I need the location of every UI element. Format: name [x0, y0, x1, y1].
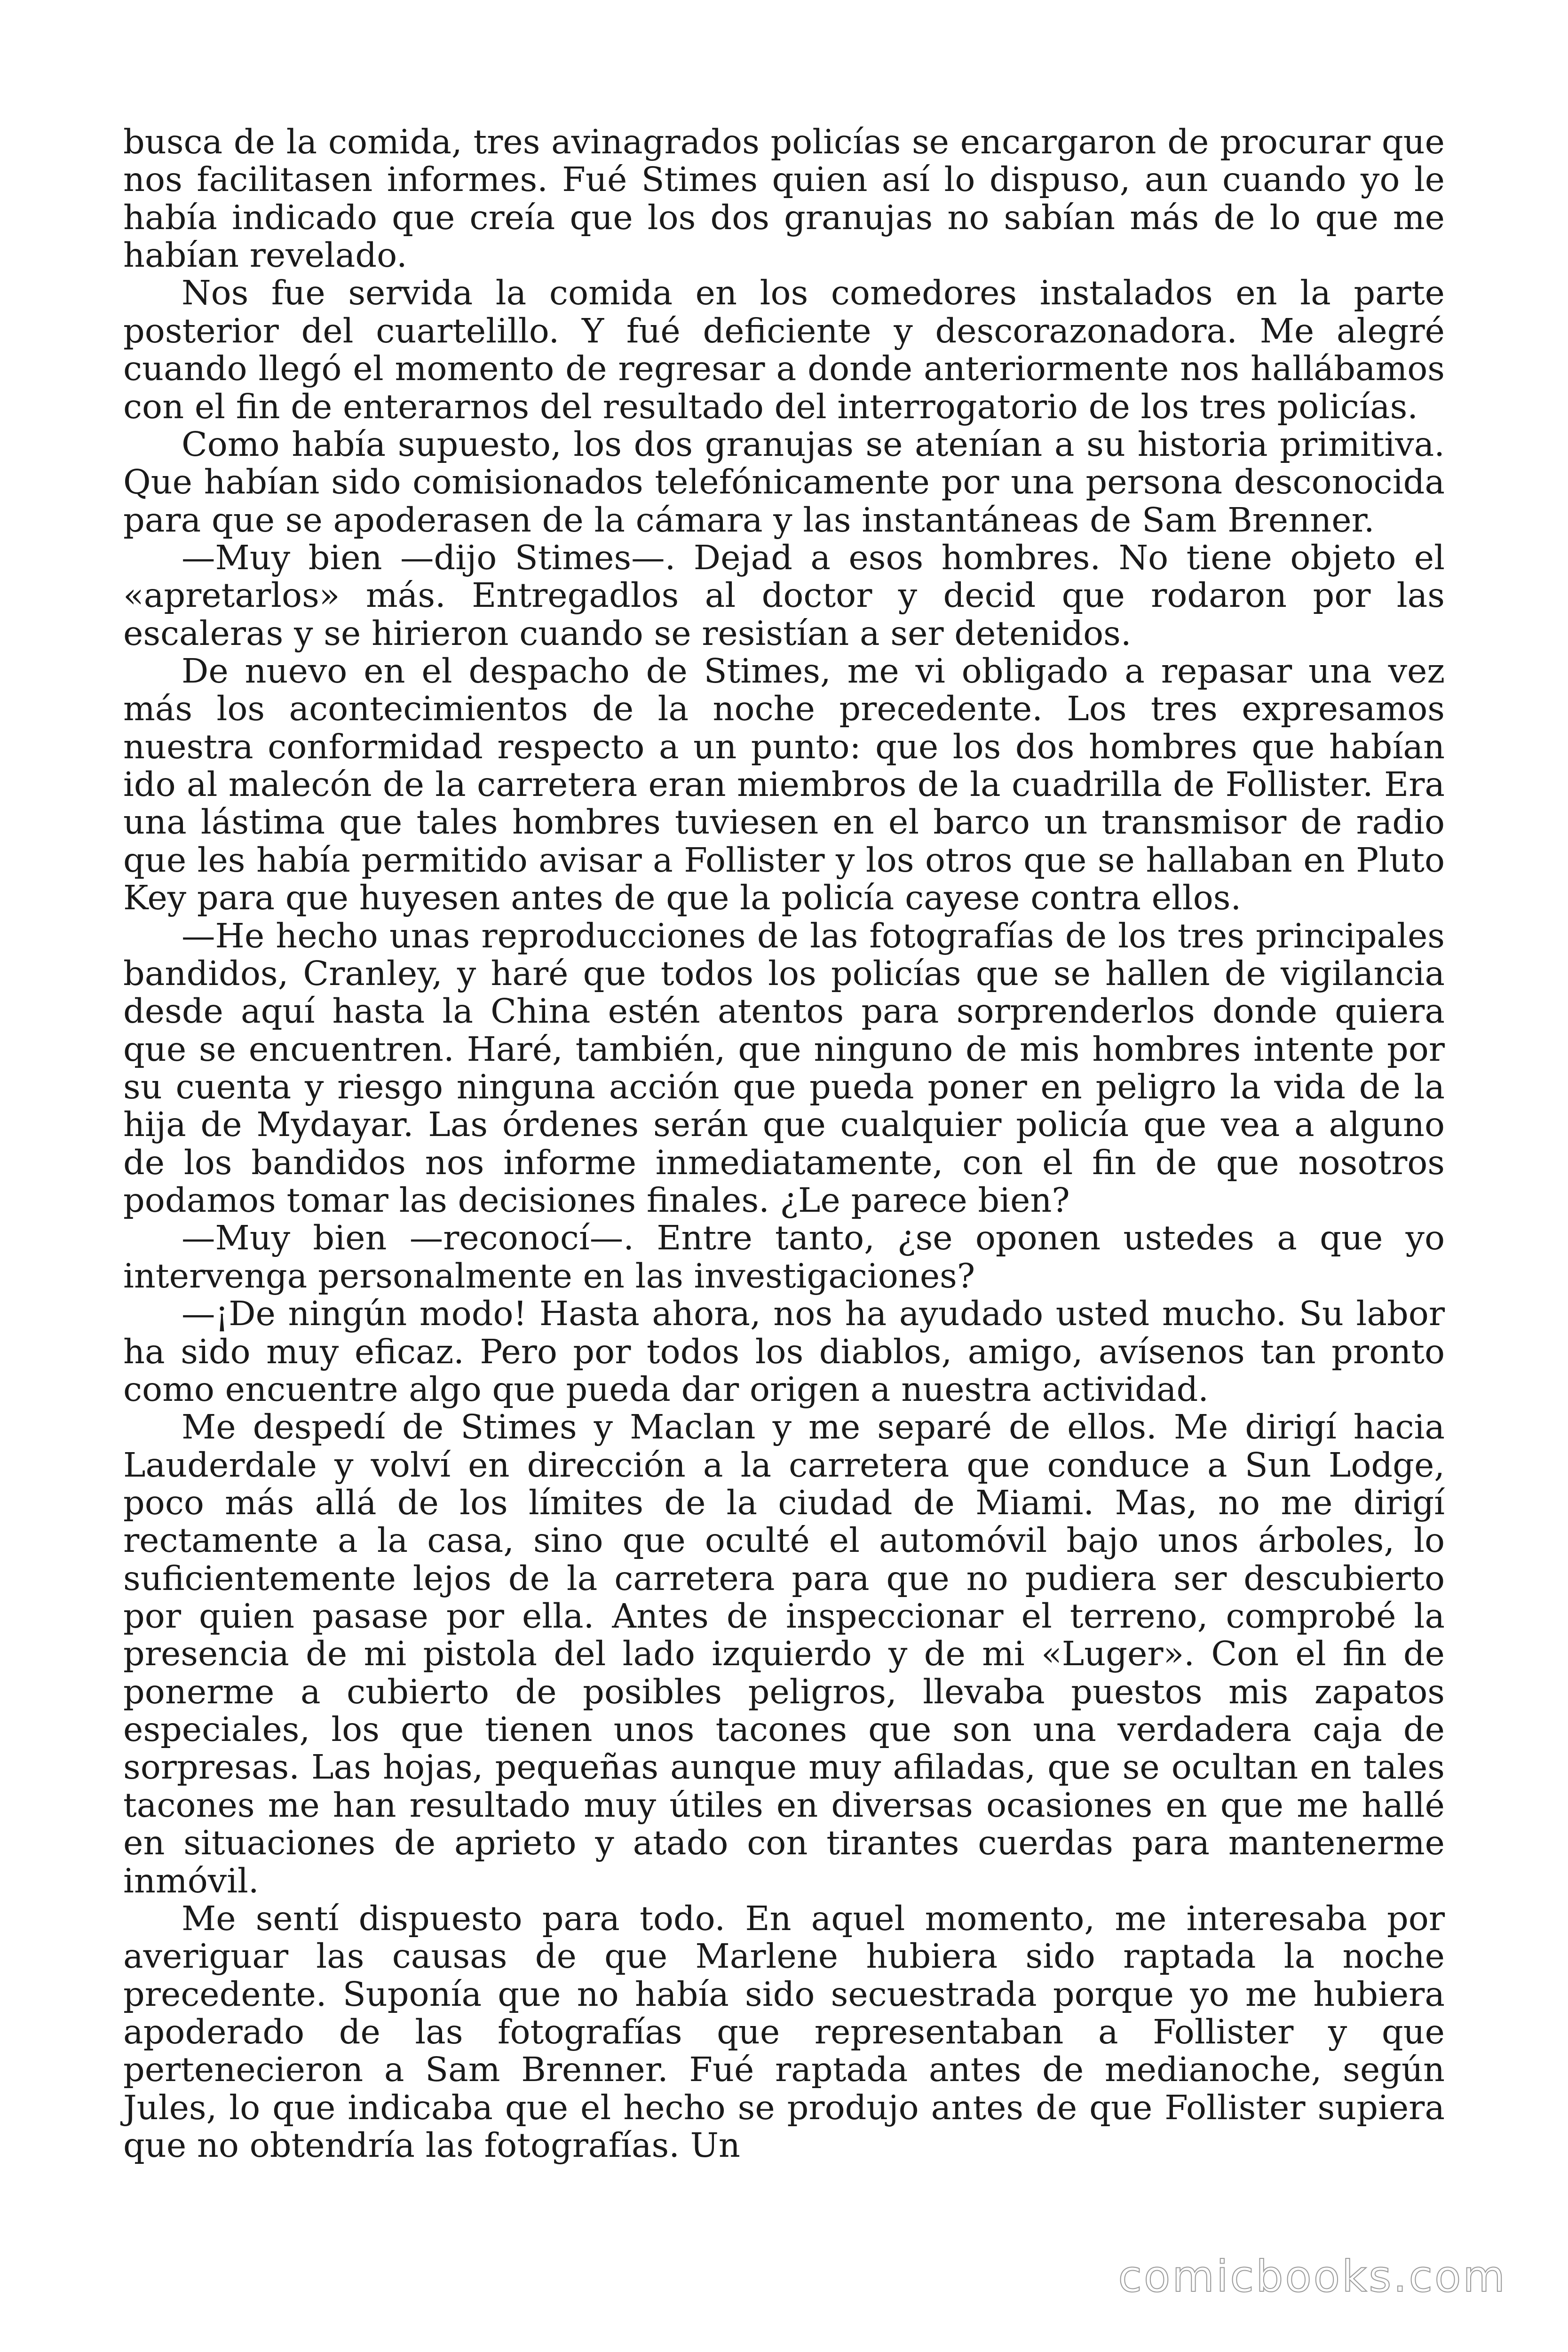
paragraph: Como había supuesto, los dos granujas se atenían a su historia primitiva. Que habían sido comisionados telefónicamente por una persona desconocida para que se apoderasen de la cámara y las instantáneas de Sam Brenner.	[123, 424, 1445, 540]
paragraph: busca de la comida, tres avinagrados policías se encargaron de procurar que nos facilitasen informes. Fué Stimes quien así lo dispuso, aun cuando yo le había indicado que creía que los dos granujas no sabían más de lo que me habían revelado.	[123, 122, 1445, 275]
paragraph: Me sentí dispuesto para todo. En aquel momento, me interesaba por averiguar las causas de que Marlene hubiera sido raptada la noche precedente. Suponía que no había sido secuestrada porque yo me hubiera apoderado de las fotografías que representaban a Follister y que pertenecieron a Sam Brenner. Fué raptada antes de medianoche, según Jules, lo que indicaba que el hecho se produjo antes de que Follister supiera que no obtendría las fotografías. Un	[123, 1899, 1445, 2165]
body-text	[123, 123, 1445, 2164]
paragraph: Nos fue servida la comida en los comedores instalados en la parte posterior del cuartelillo. Y fué deficiente y descorazonadora. Me alegré cuando llegó el momento de regresar a donde anteriormente nos hallábamos con el fin de enterarnos del resultado del interrogatorio de los tres policías.	[123, 273, 1445, 426]
paragraph: —Muy bien —reconocí—. Entre tanto, ¿se oponen ustedes a que yo intervenga personalmente en las investigaciones?	[123, 1218, 1445, 1295]
paragraph: —He hecho unas reproducciones de las fotografías de los tres principales bandidos, Cranley, y haré que todos los policías que se hallen de vigilancia desde aquí hasta la China estén atentos para sorprenderlos donde quiera que se encuentren. Haré, también, que ninguno de mis hombres intente por su cuenta y riesgo ninguna acción que pueda poner en peligro la vida de la hija de Mydayar. Las órdenes serán que cualquier policía que vea a alguno de los bandidos nos informe inmediatamente, con el fin de que nosotros podamos tomar las decisiones finales. ¿Le parece bien?	[123, 916, 1445, 1220]
paragraph: De nuevo en el despacho de Stimes, me vi obligado a repasar una vez más los acontecimientos de la noche precedente. Los tres expresamos nuestra conformidad respecto a un punto: que los dos hombres que habían ido al malecón de la carretera eran miembros de la cuadrilla de Follister. Era una lástima que tales hombres tuviesen en el barco un transmisor de radio que les había permitido avisar a Follister y los otros que se hallaban en Pluto Key para que huyesen antes de que la policía cayese contra ellos.	[123, 652, 1445, 918]
paragraph: Me despedí de Stimes y Maclan y me separé de ellos. Me dirigí hacia Lauderdale y volví en dirección a la carretera que conduce a Sun Lodge, poco más allá de los límites de la ciudad de Miami. Mas, no me dirigí rectamente a la casa, sino que oculté el automóvil bajo unos árboles, lo suficientemente lejos de la carretera para que no pudiera ser descubierto por quien pasase por ella. Antes de inspeccionar el terreno, comprobé la presencia de mi pistola del lado izquierdo y de mi «Luger». Con el fin de ponerme a cubierto de posibles peligros, llevaba puestos mis zapatos especiales, los que tienen unos tacones que son una verdadera caja de sorpresas. Las hojas, pequeñas aunque muy afiladas, que se ocultan en tales tacones me han resultado muy útiles en diversas ocasiones en que me hallé en situaciones de aprieto y atado con tirantes cuerdas para mantenerme inmóvil.	[123, 1407, 1445, 1900]
paragraph: —Muy bien —dijo Stimes—. Dejad a esos hombres. No tiene objeto el «apretarlos» más. Entregadlos al doctor y decid que rodaron por las escaleras y se hirieron cuando se resistían a ser detenidos.	[123, 538, 1445, 653]
site-watermark: comicbooks.com	[1118, 2251, 1507, 2302]
paragraph: —¡De ningún modo! Hasta ahora, nos ha ayudado usted mucho. Su labor ha sido muy eficaz. Pero por todos los diablos, amigo, avísenos tan pronto como encuentre algo que pueda dar origen a nuestra actividad.	[123, 1294, 1445, 1409]
